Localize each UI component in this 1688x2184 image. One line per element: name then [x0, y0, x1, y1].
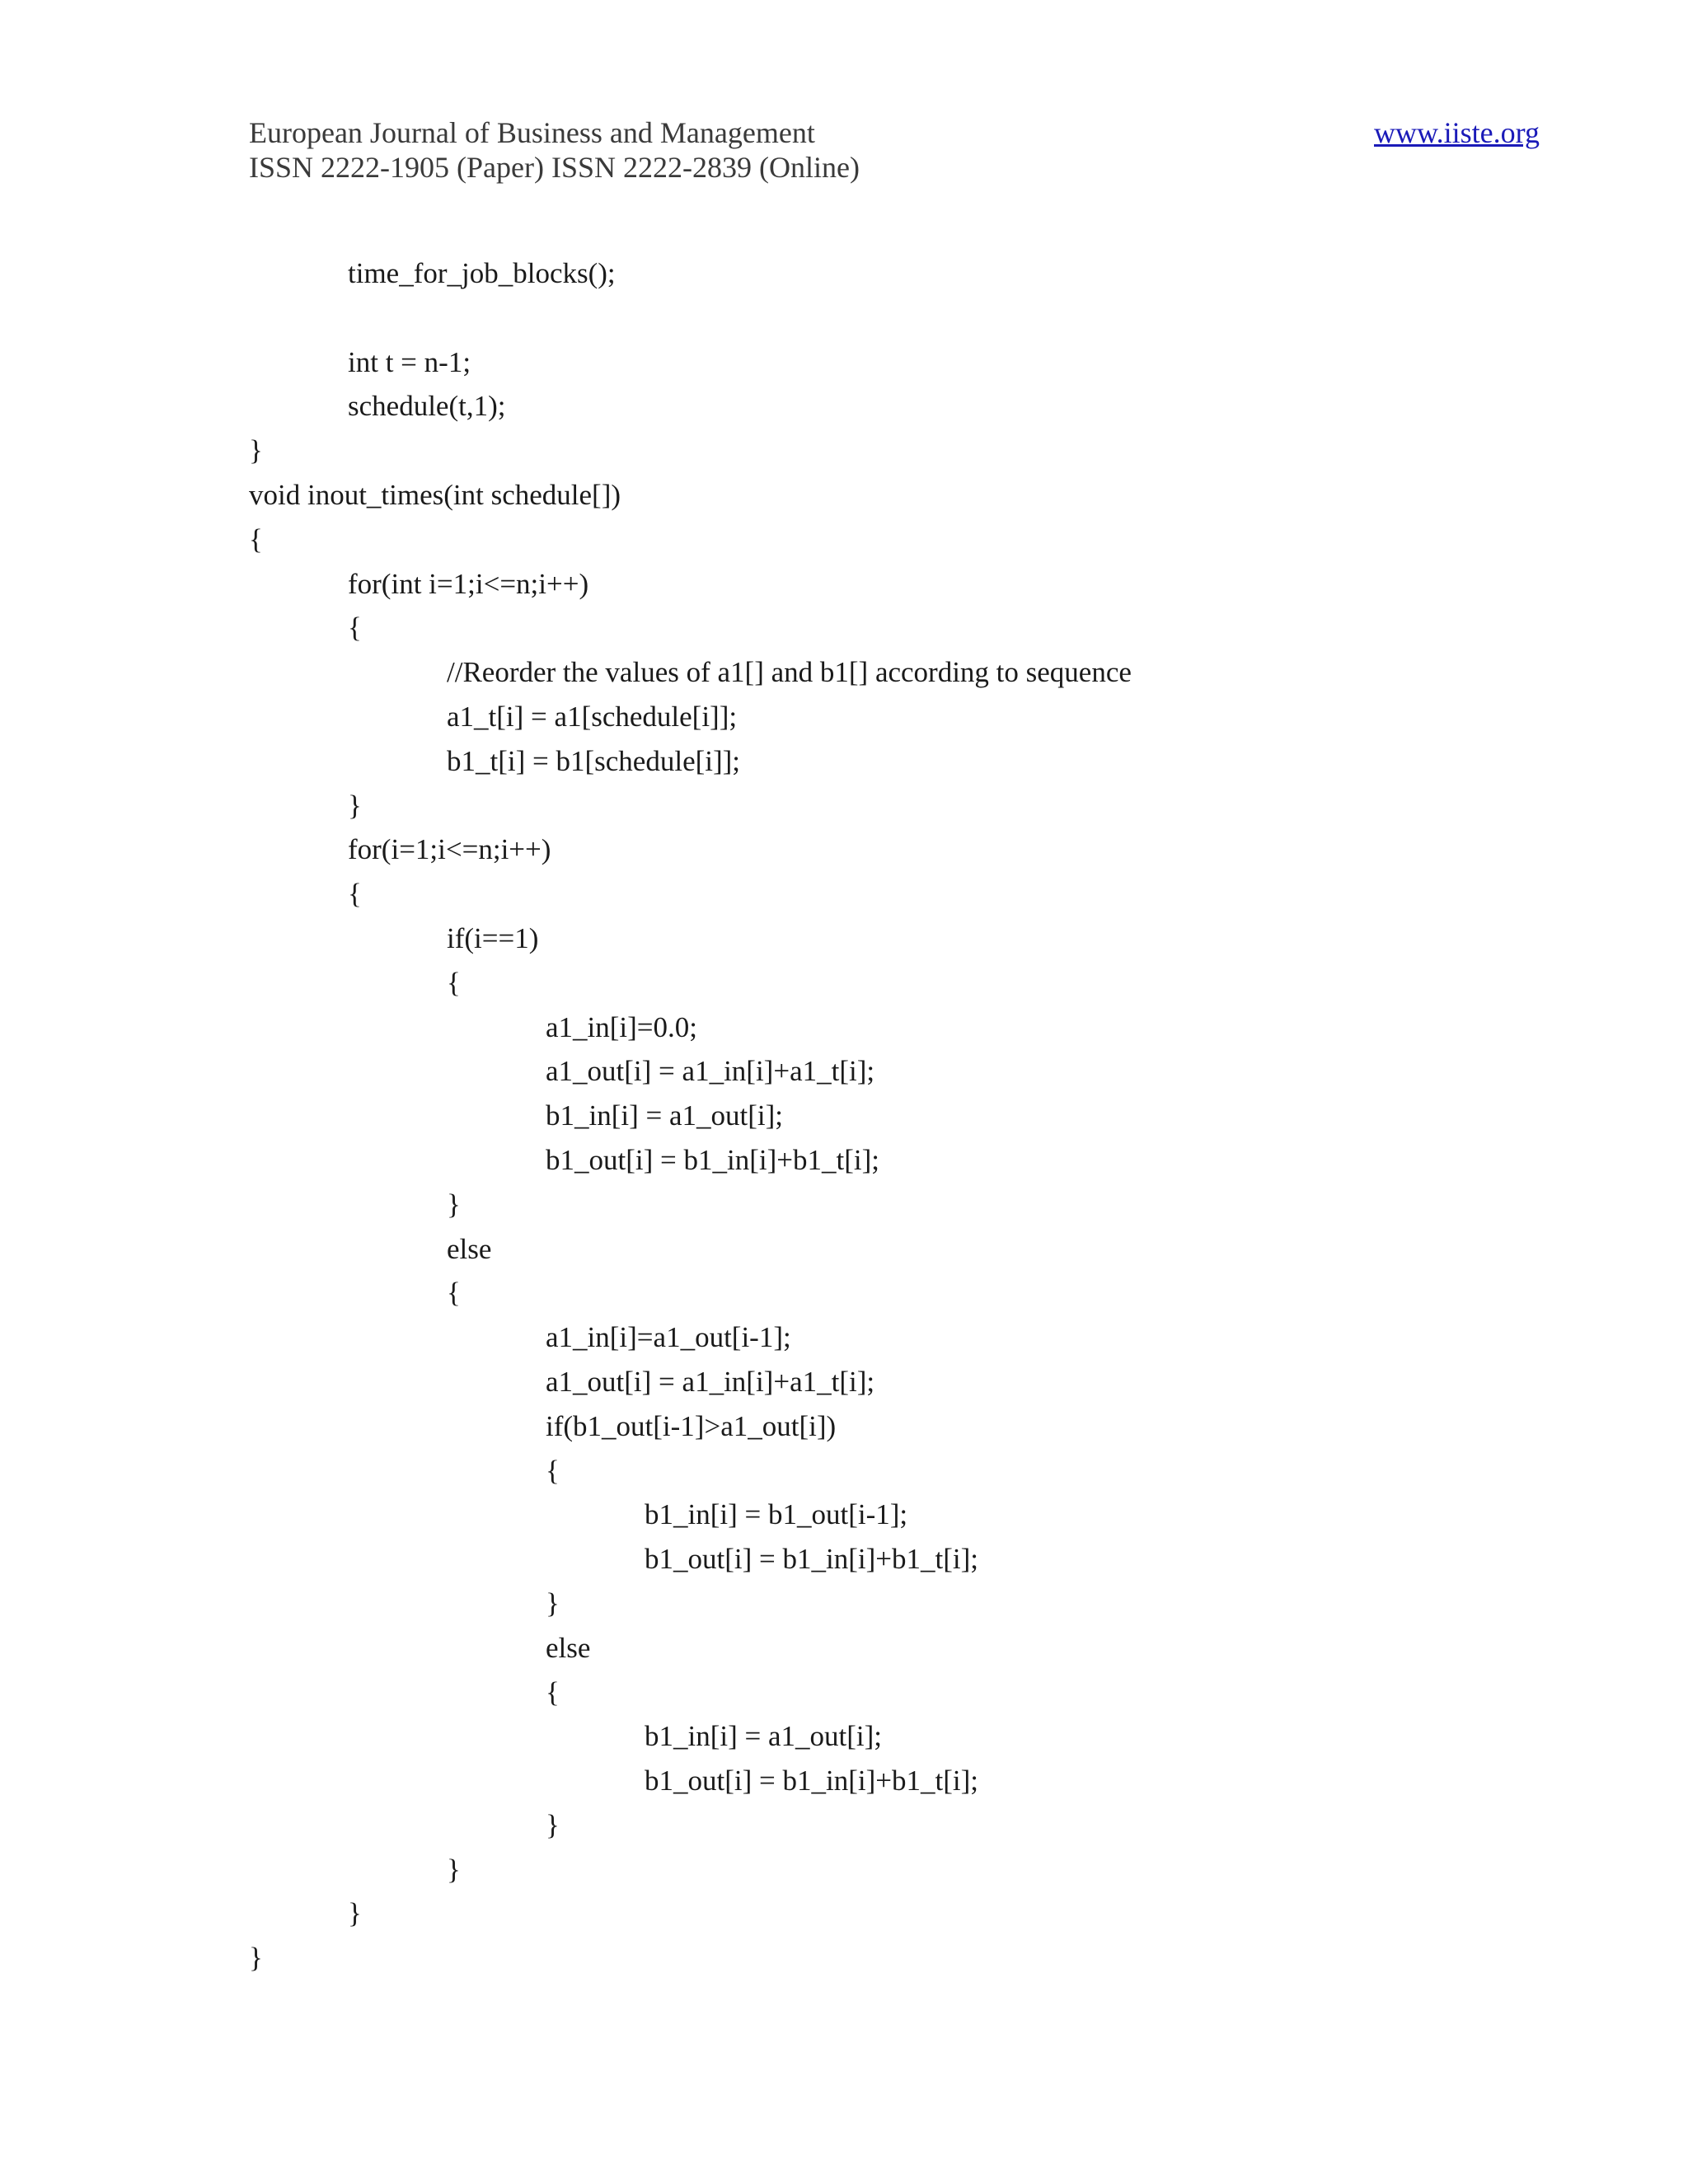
code-line: }	[447, 1853, 461, 1886]
code-line: }	[447, 1188, 461, 1221]
code-line: {	[348, 878, 362, 911]
page-header	[249, 115, 1540, 185]
code-line: }	[249, 1942, 263, 1975]
code-line: {	[546, 1454, 560, 1487]
code-line	[249, 296, 1540, 340]
code-line: {	[348, 612, 362, 644]
code-line: a1_out[i] = a1_in[i]+a1_t[i];	[546, 1365, 875, 1398]
code-line: }	[546, 1808, 560, 1841]
code-line: a1_in[i]=a1_out[i-1];	[546, 1321, 791, 1354]
code-line: schedule(t,1);	[348, 390, 506, 423]
code-line: {	[447, 966, 461, 999]
code-line: b1_in[i] = b1_out[i-1];	[645, 1498, 908, 1531]
issn-line: ISSN 2222-1905 (Paper) ISSN 2222-2839 (Online)	[249, 151, 860, 184]
code-line: //Reorder the values of a1[] and b1[] according to sequence	[447, 656, 1132, 689]
code-line: for(int i=1;i<=n;i++)	[348, 567, 589, 600]
code-line: b1_out[i] = b1_in[i]+b1_t[i];	[546, 1143, 879, 1176]
code-line: for(i=1;i<=n;i++)	[348, 833, 551, 866]
code-line: if(i==1)	[447, 921, 539, 954]
code-line: }	[249, 434, 263, 467]
code-line: a1_out[i] = a1_in[i]+a1_t[i];	[546, 1055, 875, 1088]
code-line: b1_t[i] = b1[schedule[i]];	[447, 744, 741, 777]
code-line: b1_in[i] = a1_out[i];	[645, 1720, 883, 1753]
code-listing	[249, 251, 1540, 1980]
code-line: void inout_times(int schedule[])	[249, 478, 621, 511]
code-line: }	[546, 1586, 560, 1619]
journal-title: European Journal of Business and Management	[249, 116, 815, 149]
header-row-bottom	[249, 150, 1540, 185]
code-line: time_for_job_blocks();	[348, 257, 616, 289]
code-line: {	[447, 1277, 461, 1310]
code-line: a1_in[i]=0.0;	[546, 1010, 698, 1043]
code-line: b1_in[i] = a1_out[i];	[546, 1099, 784, 1132]
code-line: b1_out[i] = b1_in[i]+b1_t[i];	[645, 1543, 978, 1576]
code-line: {	[249, 523, 263, 555]
code-line: }	[348, 789, 362, 822]
code-line: if(b1_out[i-1]>a1_out[i])	[546, 1409, 837, 1442]
code-line: int t = n-1;	[348, 345, 471, 378]
code-line: else	[546, 1631, 591, 1664]
code-line: {	[546, 1675, 560, 1708]
code-line: a1_t[i] = a1[schedule[i]];	[447, 700, 738, 733]
journal-url-link[interactable]: www.iiste.org	[1374, 116, 1540, 149]
code-line: b1_out[i] = b1_in[i]+b1_t[i];	[645, 1765, 978, 1797]
header-row-top	[249, 115, 1540, 150]
code-line: }	[348, 1897, 362, 1930]
code-line: else	[447, 1232, 492, 1265]
